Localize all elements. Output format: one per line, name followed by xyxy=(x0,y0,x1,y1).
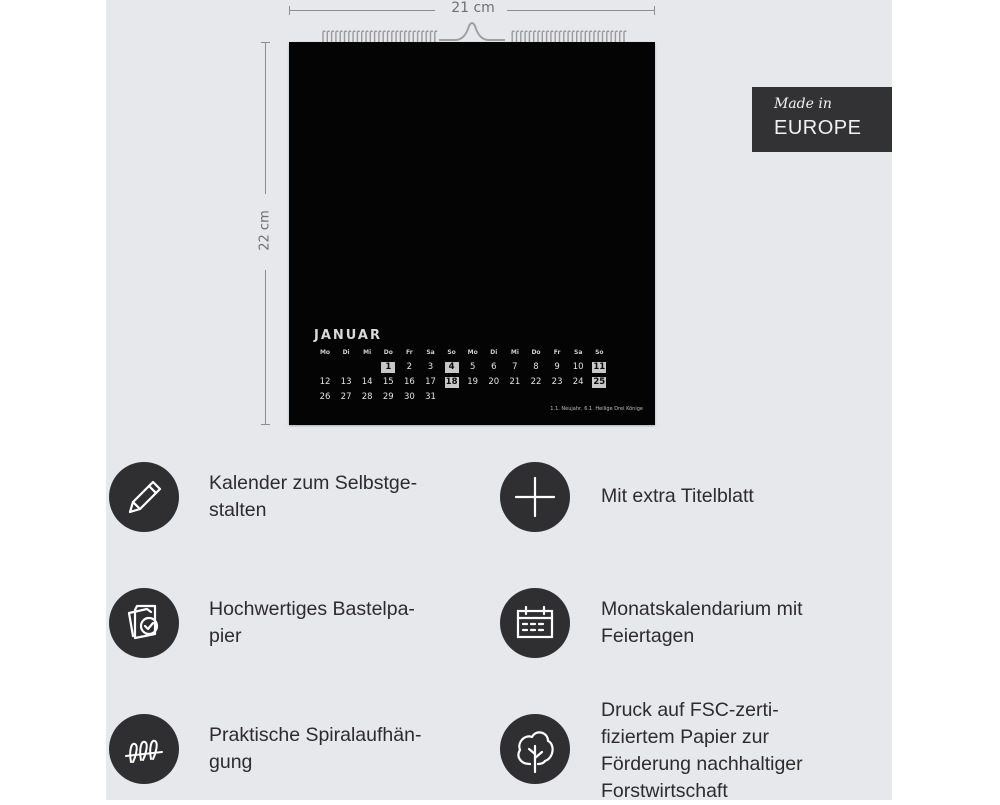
spiral-coil xyxy=(542,31,544,42)
weekday-label: Mo xyxy=(467,349,478,356)
spiral-coil xyxy=(538,31,540,42)
tree-icon xyxy=(500,714,570,784)
weekday-label: Di xyxy=(342,349,350,356)
calendar-day: 11 xyxy=(593,362,606,372)
calendar-day: 15 xyxy=(382,377,394,387)
spiral-coil xyxy=(396,31,398,42)
spiral-coil xyxy=(603,31,605,42)
calendar-day: 13 xyxy=(340,377,352,387)
calendar-day: 14 xyxy=(361,377,373,387)
spiral-coil xyxy=(357,31,359,42)
spiral-coil xyxy=(323,31,325,42)
calendar-day: 2 xyxy=(406,362,413,372)
spiral-coil xyxy=(551,31,553,42)
weekday-label: Do xyxy=(383,349,393,356)
spiral-coil xyxy=(555,31,557,42)
spiral-coil xyxy=(366,31,368,42)
weekday-label: Mi xyxy=(510,349,519,356)
spiral-coil xyxy=(512,31,514,42)
spiral-coil xyxy=(607,31,609,42)
spiral-coil xyxy=(572,31,574,42)
weekday-label: Do xyxy=(531,349,541,356)
feature-text-title-page: Mit extra Titelblatt xyxy=(601,485,754,507)
spiral-coil xyxy=(418,31,420,42)
calendar-day: 9 xyxy=(554,362,560,372)
badge-line2: EUROPE xyxy=(774,117,862,139)
weekday-label: Di xyxy=(490,349,498,356)
calendar-day: 5 xyxy=(469,362,476,372)
spiral-coil xyxy=(340,31,342,42)
weekday-label: Fr xyxy=(406,349,413,356)
month-title: JANUAR xyxy=(314,328,383,343)
spiral-coil xyxy=(400,31,402,42)
calendar-day: 22 xyxy=(530,377,542,387)
spiral-coil xyxy=(362,31,364,42)
calendar-day: 23 xyxy=(551,377,563,387)
spiral-coil xyxy=(426,31,428,42)
paper-check-icon xyxy=(109,588,179,658)
spiral-coil xyxy=(422,31,424,42)
calendar-day: 26 xyxy=(319,392,331,402)
calendar-day: 31 xyxy=(425,392,436,402)
spiral-coil xyxy=(581,31,583,42)
spiral-coil xyxy=(568,31,570,42)
calendar-day: 1 xyxy=(381,362,395,373)
spiral-coil xyxy=(560,31,562,42)
calendar-day: 21 xyxy=(509,377,521,387)
spiral-coil xyxy=(611,31,613,42)
feature-text-paper: Hochwertiges Bastelpa- pier xyxy=(209,598,415,647)
weekday-label: So xyxy=(595,349,604,356)
spiral-coil xyxy=(409,31,411,42)
calendar-day: 24 xyxy=(572,377,584,387)
spiral-coil xyxy=(585,31,587,42)
spiral-coil xyxy=(375,31,377,42)
spiral-coil xyxy=(534,31,536,42)
calendar-day: 8 xyxy=(533,362,539,372)
pencil-icon xyxy=(109,462,179,532)
spiral-coil xyxy=(624,31,626,42)
calendar-day: 16 xyxy=(403,377,415,387)
calendar-day: 4 xyxy=(445,362,459,373)
badge-line1: Made in xyxy=(774,96,832,112)
spiral-coil xyxy=(547,31,549,42)
calendar-day: 6 xyxy=(491,362,497,372)
spiral-coil xyxy=(525,31,527,42)
calendar-icon xyxy=(500,588,570,658)
weekday-label: Mi xyxy=(363,349,372,356)
spiral-coil xyxy=(392,31,394,42)
spiral-coil xyxy=(590,31,592,42)
calendar-day: 28 xyxy=(361,392,373,402)
calendar-day: 29 xyxy=(382,392,394,402)
weekday-label: Fr xyxy=(553,349,561,356)
calendar-day: 3 xyxy=(427,362,434,372)
spiral-coil xyxy=(615,31,617,42)
feature-text-self-design: Kalender zum Selbstge- stalten xyxy=(209,472,418,521)
spiral-coil xyxy=(327,31,329,42)
height-label: 22 cm xyxy=(257,210,273,251)
spiral-icon xyxy=(109,714,179,784)
spiral-coil xyxy=(353,31,355,42)
plus-icon xyxy=(500,462,570,532)
spiral-coil xyxy=(379,31,381,42)
weekday-label: Sa xyxy=(426,349,435,356)
spiral-coil xyxy=(388,31,390,42)
spiral-coil xyxy=(594,31,596,42)
spiral-coil xyxy=(332,31,334,42)
made-in-europe-badge xyxy=(752,87,892,152)
calendar-day: 20 xyxy=(488,377,500,387)
spiral-coil xyxy=(336,31,338,42)
spiral-coil xyxy=(529,31,531,42)
spiral-coil xyxy=(521,31,523,42)
feature-text-holidays: Monatskalendarium mit Feiertagen xyxy=(601,598,803,647)
calendar-day: 7 xyxy=(512,362,518,372)
width-label: 21 cm xyxy=(451,0,495,16)
spiral-coil xyxy=(431,31,433,42)
weekday-label: Sa xyxy=(574,349,583,356)
spiral-coil xyxy=(598,31,600,42)
spiral-coil xyxy=(577,31,579,42)
weekday-label: So xyxy=(447,349,456,356)
calendar-day: 19 xyxy=(467,377,479,387)
calendar-page xyxy=(289,42,655,425)
calendar-day: 18 xyxy=(445,377,458,387)
spiral-coil xyxy=(383,31,385,42)
spiral-coil xyxy=(349,31,351,42)
spiral-coil xyxy=(405,31,407,42)
calendar-day: 17 xyxy=(425,377,436,387)
spiral-coil xyxy=(345,31,347,42)
calendar-day: 25 xyxy=(593,377,606,387)
spiral-coil xyxy=(435,31,437,42)
spiral-coil xyxy=(564,31,566,42)
spiral-coil xyxy=(620,31,622,42)
feature-text-fsc: Druck auf FSC-zerti- fiziertem Papier zur Förderung nachhaltiger Forstwirtschaft xyxy=(601,699,803,802)
spiral-coil xyxy=(413,31,415,42)
feature-text-spiral: Praktische Spiralaufhän- gung xyxy=(209,724,422,773)
calendar-day: 10 xyxy=(572,362,584,372)
calendar-day: 12 xyxy=(319,377,331,387)
weekday-label: Mo xyxy=(319,349,331,356)
spiral-binding xyxy=(289,18,655,44)
spiral-coil xyxy=(517,31,519,42)
calendar-day: 30 xyxy=(403,392,415,402)
holidays-note: 1.1. Neujahr, 6.1. Heilige Drei Könige xyxy=(550,406,643,412)
calendar-day: 27 xyxy=(340,392,352,402)
spiral-coil xyxy=(370,31,372,42)
